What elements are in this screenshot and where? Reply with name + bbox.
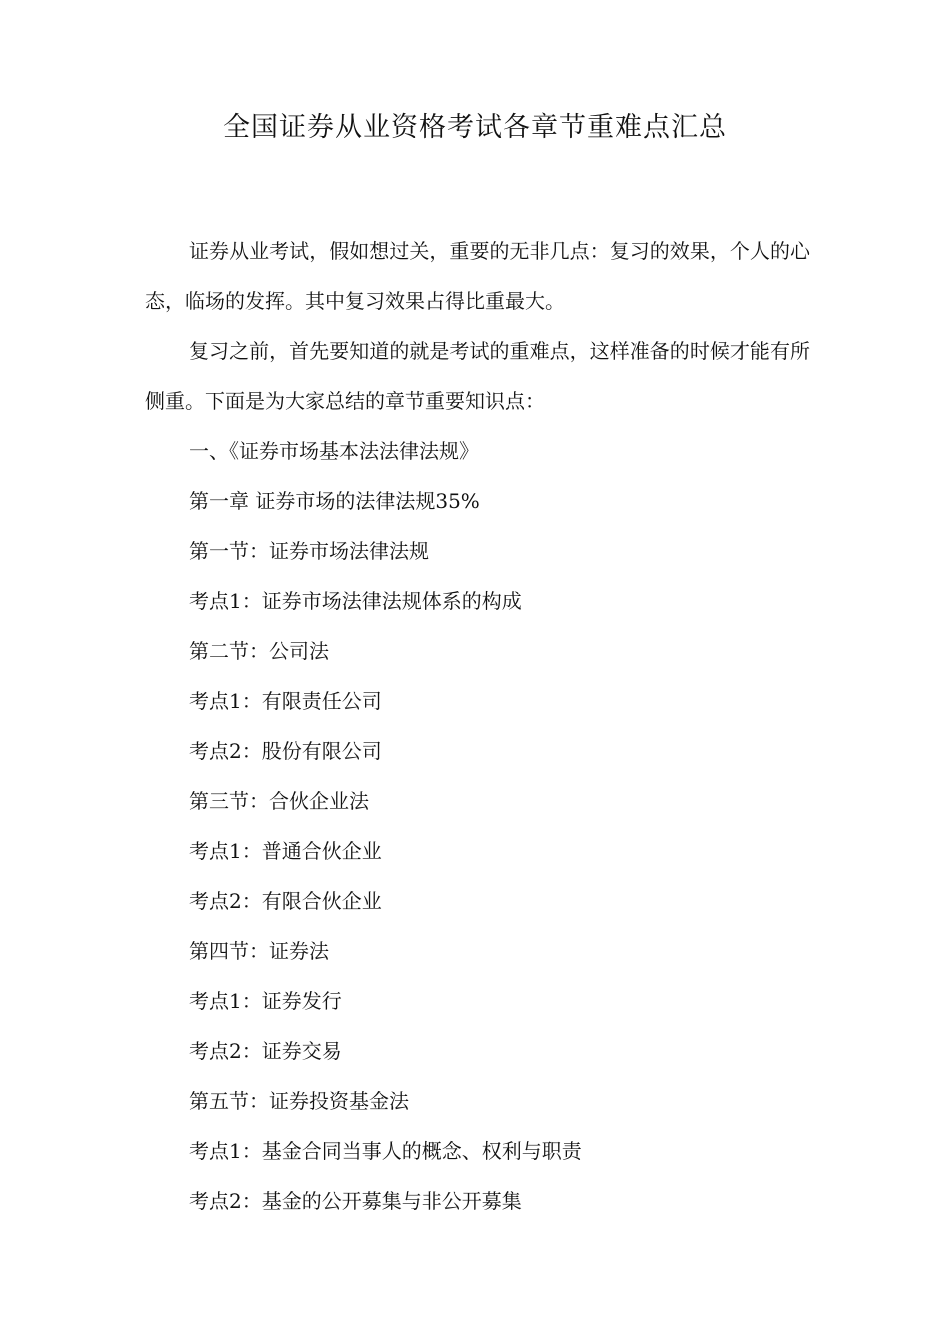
outline-point: 考点2：证券交易 [189,1039,342,1063]
outline-point: 考点1：有限责任公司 [189,689,382,713]
outline-section-1: 第一节：证券市场法律法规 [189,539,429,563]
outline-point: 考点2：有限合伙企业 [189,889,382,913]
outline-section-3: 第三节：合伙企业法 [189,789,369,813]
outline-section-2: 第二节：公司法 [189,639,329,663]
outline-chapter-heading: 第一章 证券市场的法律法规35% [189,489,480,513]
outline-point: 考点1：基金合同当事人的概念、权利与职责 [189,1139,582,1163]
outline-point: 考点1：证券发行 [189,989,342,1013]
outline-point: 考点1：证券市场法律法规体系的构成 [189,589,522,613]
outline-list [189,426,582,1226]
outline-part-heading: 一、《证券市场基本法法律法规》 [189,439,479,463]
outline-section-5: 第五节：证券投资基金法 [189,1089,409,1113]
outline-point: 考点1：普通合伙企业 [189,839,382,863]
outline-point: 考点2：股份有限公司 [189,739,382,763]
intro-paragraph: 证券从业考试，假如想过关，重要的无非几点：复习的效果，个人的心态，临场的发挥。其中复习效果占得比重最大。 [145,239,810,313]
preparation-paragraph: 复习之前，首先要知道的就是考试的重难点，这样准备的时候才能有所侧重。下面是为大家总结的章节重要知识点： [145,339,810,413]
outline-point: 考点2：基金的公开募集与非公开募集 [189,1189,522,1213]
document-title: 全国证券从业资格考试各章节重难点汇总 [223,112,727,143]
outline-section-4: 第四节：证券法 [189,939,329,963]
